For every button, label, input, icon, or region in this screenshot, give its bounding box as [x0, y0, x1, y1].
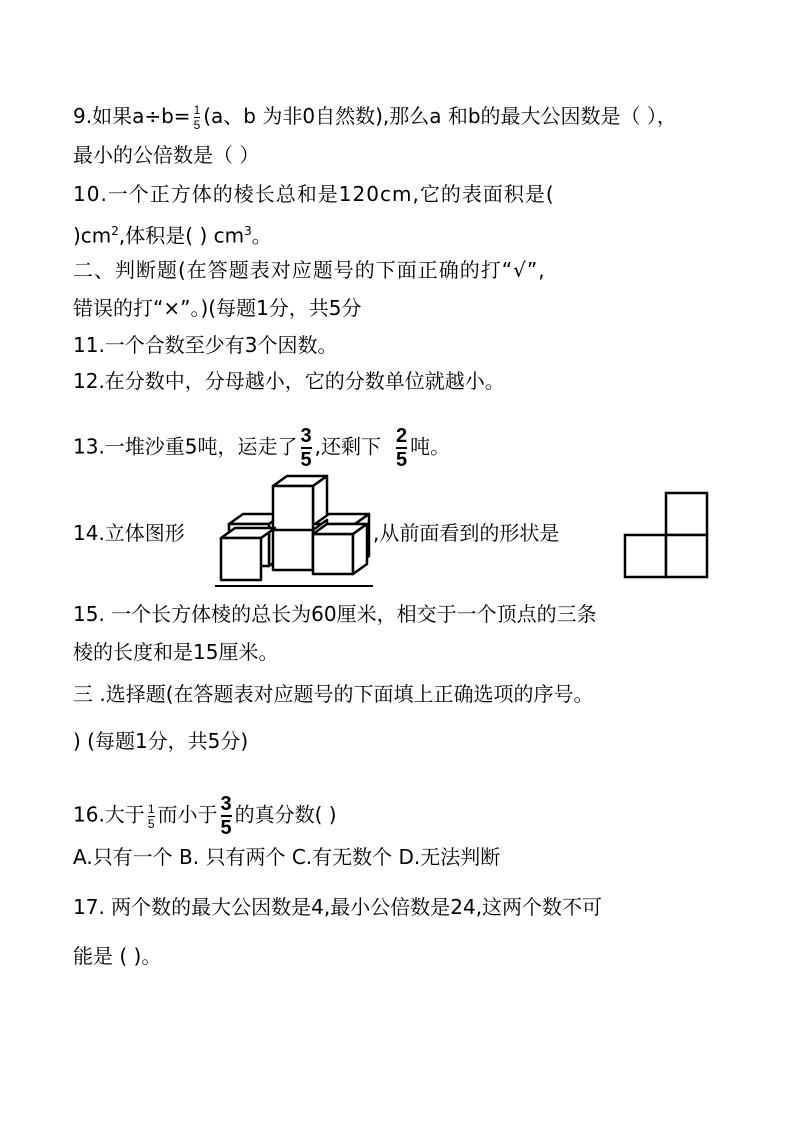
q14-label: 14.立体图形	[73, 521, 185, 545]
q9-suffix: (a、b 为非0自然数),那么a 和b的最大公因数是（ ），	[203, 104, 677, 128]
question-17-line-2: 能是 ( )。	[73, 944, 162, 968]
q10-volume-exponent: 3	[244, 224, 252, 238]
q10-area-exponent: 2	[111, 224, 119, 238]
front-view-shape	[622, 490, 710, 580]
question-16	[73, 794, 337, 838]
question-16-options: A.只有一个 B. 只有两个 C.有无数个 D.无法判断	[73, 845, 501, 869]
section-3-heading-line-1: 三 .选择题(在答题表对应题号的下面填上正确选项的序号。	[73, 682, 594, 706]
q16-fraction-lower	[148, 803, 155, 830]
fraction-numerator: 1	[193, 103, 201, 117]
q9-fraction	[194, 104, 201, 131]
q16-suffix: 的真分数( )	[234, 802, 337, 827]
question-17-line-1: 17. 两个数的最大公因数是4,最小公倍数是24,这两个数不可	[73, 895, 603, 919]
question-9-line-2: 最小的公倍数是（ ）	[73, 143, 260, 167]
question-9-line-1	[73, 102, 677, 131]
question-15-line-2: 棱的长度和是15厘米。	[73, 640, 279, 664]
q13-suffix: 吨。	[410, 434, 451, 459]
q13-fraction-carried	[301, 426, 312, 470]
question-15-line-1: 15. 一个长方体棱的总长为60厘米，相交于一个顶点的三条	[73, 602, 597, 626]
fraction-denominator: 5	[193, 118, 201, 132]
fraction-numerator: 2	[396, 425, 408, 447]
q10-volume-text: ,体积是( ) cm	[118, 223, 245, 248]
q9-prefix: 9.如果a÷b=	[73, 104, 191, 128]
fraction-denominator: 5	[300, 449, 312, 471]
q14-question-text: ,从前面看到的形状是	[373, 521, 560, 545]
q13-prefix: 13.一堆沙重5吨，运走了	[73, 434, 298, 459]
question-11: 11.一个合数至少有3个因数。	[73, 333, 338, 357]
question-10-line-1: 10.一个正方体的棱长总和是120cm,它的表面积是(	[73, 182, 555, 206]
section-2-heading-line-2: 错误的打“×”。)(每题1分，共5分	[73, 296, 362, 320]
fraction-numerator: 1	[147, 801, 155, 816]
fraction-numerator: 3	[300, 425, 312, 447]
fraction-denominator: 5	[220, 817, 232, 839]
q13-fraction-remaining	[396, 426, 407, 470]
section-3-heading-line-2: ) (每题1分，共5分)	[73, 729, 249, 753]
q13-middle: ,还剩下	[314, 434, 382, 459]
fraction-denominator: 5	[147, 816, 155, 831]
q10-period: 。	[251, 223, 272, 248]
cube-solid-figure	[215, 472, 375, 588]
q16-fraction-upper	[221, 794, 232, 838]
q16-prefix: 16.大于	[73, 802, 145, 827]
fraction-numerator: 3	[220, 793, 232, 815]
q10-area-text: )cm	[73, 223, 112, 248]
q16-middle: 而小于	[157, 802, 218, 827]
fraction-denominator: 5	[396, 449, 408, 471]
question-10-line-2	[73, 217, 272, 250]
question-13	[73, 426, 450, 470]
section-2-heading-line-1: 二、判断题(在答题表对应题号的下面正确的打“√”,	[73, 258, 546, 282]
question-12: 12.在分数中，分母越小，它的分数单位就越小。	[73, 369, 505, 393]
